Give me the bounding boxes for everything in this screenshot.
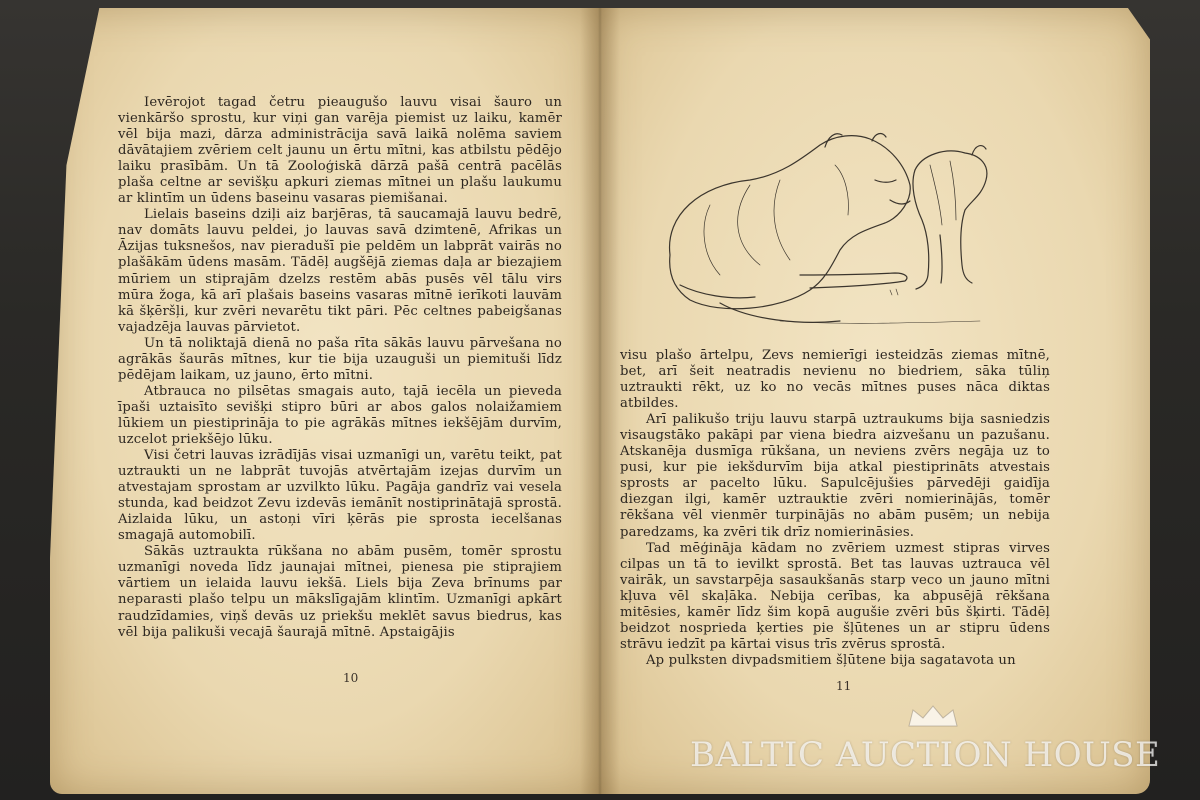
paragraph: Arī palikušo triju lauvu starpā uztraukums bija sasniedzis visaugstāko pakāpi par viena biedra aizvešanu un pazušanu. Atskanēja dusmīga rūkšana, un neviens zvērs negāja uz to pusi, kur pie iekšdurvīm bija atkal piestiprināts atvestais sprosts ar pacelto lūku. Sapulcējušies pārvedēji gaidīja diezgan ilgi, kamēr uztrauktie zvēri nomierinājās, tomēr rēkšana vēl vienmēr turpinājās no abām pusēm; un nebija paredzams, ka zvēri tik drīz nomierināsies. [620,412,1050,540]
paragraph: visu plašo ārtelpu, Zevs nemierīgi iesteidzās ziemas mītnē, bet, arī šeit neatradis nevienu no biedriem, sāka tūliņ uztraukti rēkt, uz ko no vecās mītnes puses nāca diktas atbildes. [620,348,1050,412]
book-gutter [580,8,620,794]
paragraph: Ievērojot tagad četru pieaugušo lauvu visai šauro un vienkāršo sprostu, kur viņi gan varēja piemist uz laiku, kamēr vēl bija mazi, dārza administrācija savā laikā nolēma saviem dāvātajiem zvēriem celt jaunu un ērtu mītni, kas atbilstu pēdējo laiku prasībām. Un tā Zooloģiskā dārzā pašā centrā pacēlās plaša celtne ar sevišķu apkuri ziemas mītnei un plašu laukumu ar klintīm un ūdens baseinu vasaras piemišanai. [118,95,562,207]
paragraph: Atbrauca no pilsētas smagais auto, tajā iecēla un pieveda īpaši uztaisīto sevišķi stipro būri ar abos galos nolaižamiem lūkiem un piestiprināja to pie agrākās mītnes iekšējām durvīm, uzcelot priekšējo lūku. [118,383,562,447]
lions-sketch-icon [660,125,990,335]
paragraph: Sākās uztraukta rūkšana no abām pusēm, tomēr sprostu uzmanīgi noveda līdz jaunajai mītnei, pienesa pie stiprajiem vārtiem un ielaida lauvu iekšā. Liels bija Zeva brīnums par neparasti plašo telpu un mākslīgajām klintīm. Uzmanīgi apkārt raudzīdamies, viņš devās uz priekšu meklēt savus biedrus, kas vēl bija palikuši vecajā šaurajā mītnē. Apstaigājis [118,544,562,640]
page-number-right: 11 [836,679,852,693]
paragraph: Lielais baseins dziļi aiz barjēras, tā saucamajā lauvu bedrē, nav domāts lauvu peldei, jo lauvas savā dzimtenē, Afrikas un Āzijas tuksnešos, nav pieradušī pie peldēm un labprāt vairās no plašākām ūdens masām. Tādēļ augšējā ziemas daļa ar biezajiem mūriem un stiprajām dzelzs restēm abās pusēs vēl tālu virs mūra žoga, kā arī plašais baseins vasaras mītnē ierīkoti lauvām kā šķēršļi, kur zvēri nevarētu tikt pāri. Pēc celtnes pabeigšanas vajadzēja lauvas pārvietot. [118,207,562,335]
paragraph: Un tā noliktajā dienā no paša rīta sākās lauvu pārvešana no agrākās šaurās mītnes, kur tie bija uzauguši un piemituši līdz pēdējam laikam, uz jauno, ērto mītni. [118,335,562,383]
paragraph: Ap pulksten divpadsmitiem šļūtene bija sagatavota un [646,652,1016,668]
right-page-text [620,348,1050,669]
watermark-text: BALTIC AUCTION HOUSE [690,735,1161,775]
left-page-text [118,95,562,641]
paragraph: Visi četri lauvas izrādījās visai uzmanīgi un, varētu teikt, pat uztraukti un ne labprāt tuvojās atvērtajām izejas durvīm un atvestajam sprostam ar uzvilkto lūku. Pagāja gandrīz vai vesela stunda, kad beidzot Zevu izdevās iemānīt nostiprinātajā sprostā. Aizlaida lūku, un astoņi vīri ķērās pie sprosta iecelšanas smagajā automobilī. [118,448,562,544]
paragraph: Tad mēģināja kādam no zvēriem uzmest stipras virves cilpas un tā to ievilkt sprostā. Bet tas lauvas uztrauca vēl vairāk, un savstarpēja sasaukšanās starp veco un jauno mītni kļuva vēl skaļāka. Nebija cerības, ka abpusējā rēkšana mitēsies, kamēr līdz šim kopā augušie zvēri būs šķirti. Tādēļ beidzot nosprieda ķerties pie šļūtenes un ar stipru ūdens strāvu iedzīt pa kārtai visus trīs zvērus sprostā. [620,540,1050,652]
page-number-left: 10 [343,671,359,685]
crown-icon [905,702,961,730]
